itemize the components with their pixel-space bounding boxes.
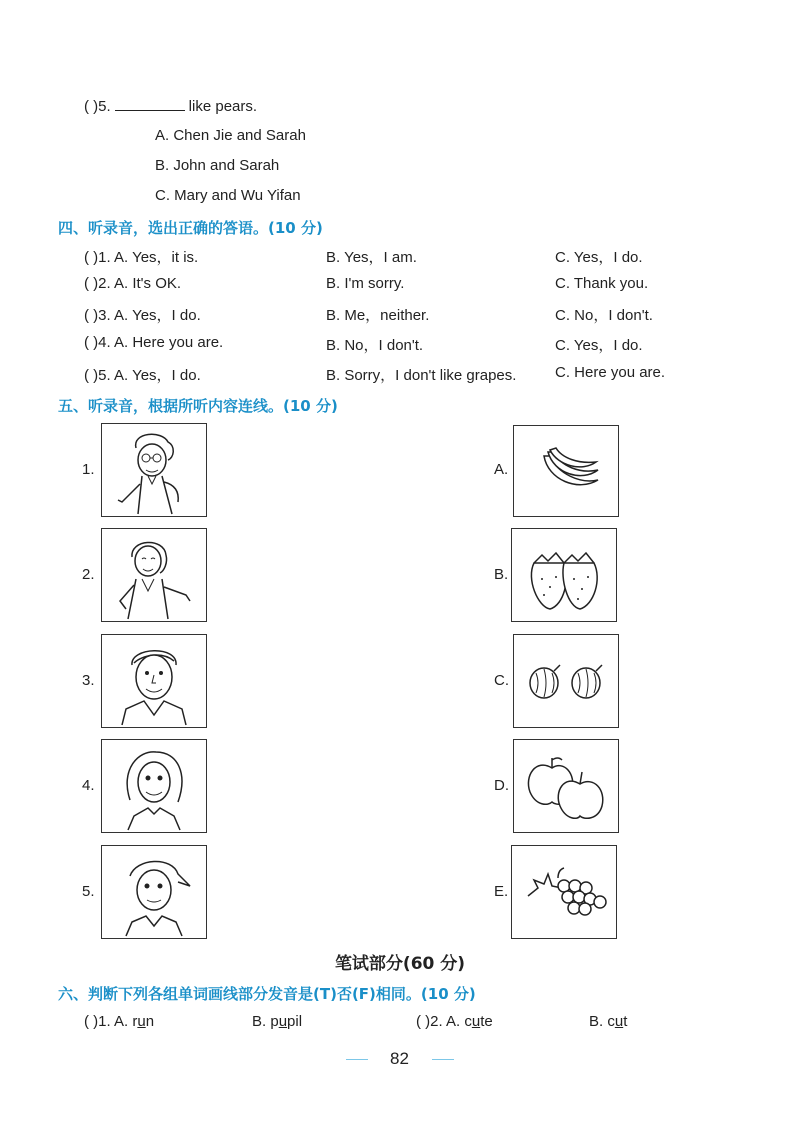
match-left-label-3: 3. — [82, 672, 95, 689]
match-left-label-2: 2. — [82, 566, 95, 583]
s6-q2-b-pre: B. c — [589, 1013, 615, 1030]
s4-q2-b: B. I'm sorry. — [326, 275, 405, 292]
footer-line-right — [432, 1059, 454, 1060]
written-part-title: 笔试部分(60 分) — [334, 954, 466, 974]
s4-q1-b: B. Yes，I am. — [326, 249, 417, 266]
bananas-icon — [514, 426, 618, 516]
footer-line-left — [346, 1059, 368, 1060]
s4-q3-a: ( )3. A. Yes，I do. — [84, 307, 201, 324]
watermelons-icon — [514, 635, 618, 727]
s4-q4-a: ( )4. A. Here you are. — [84, 334, 224, 351]
section4-title: 四、听录音，选出正确的答语。(10 分) — [58, 219, 323, 237]
q5-stem — [84, 96, 257, 115]
apples-picture[interactable] — [513, 739, 619, 833]
grandpa-icon — [102, 424, 206, 516]
s6-q1-b — [252, 1013, 302, 1030]
boy-icon — [102, 846, 206, 938]
s4-q4-b: B. No，I don't. — [326, 337, 424, 354]
q5-option-c: C. Mary and Wu Yifan — [155, 187, 301, 204]
father-icon — [102, 635, 206, 727]
grandma-picture[interactable] — [101, 528, 207, 622]
father-picture[interactable] — [101, 634, 207, 728]
s6-q2-b-post: t — [623, 1013, 628, 1030]
s4-q5-a: ( )5. A. Yes，I do. — [84, 367, 201, 384]
s6-q1-a-underlined: u — [137, 1013, 146, 1030]
s6-q2-b-underlined: u — [614, 1013, 624, 1030]
s6-q1-number: ( )1. A. — [84, 1013, 133, 1030]
s4-q2-c: C. Thank you. — [555, 275, 649, 292]
s6-q2-a-pre: c — [464, 1013, 472, 1030]
match-right-label-d: D. — [494, 777, 509, 794]
q5-suffix: like pears. — [188, 98, 258, 115]
match-right-label-a: A. — [494, 461, 509, 478]
grandpa-picture[interactable] — [101, 423, 207, 517]
s4-q5-c: C. Here you are. — [555, 364, 666, 381]
s6-q2-a-underlined: u — [471, 1013, 481, 1030]
s4-q1-a: ( )1. A. Yes，it is. — [84, 249, 199, 266]
mother-icon — [102, 740, 206, 832]
s6-q2-a-post: te — [480, 1013, 493, 1030]
s6-q1-b-post: pil — [287, 1013, 303, 1030]
page-number: 82 — [390, 1049, 409, 1068]
strawberries-icon — [512, 529, 616, 621]
s4-q3-c: C. No，I don't. — [555, 307, 653, 324]
match-right-label-c: C. — [494, 672, 509, 689]
s4-q4-c: C. Yes，I do. — [555, 337, 643, 354]
section5-title: 五、听录音，根据所听内容连线。(10 分) — [58, 397, 338, 415]
q5-answer-blank[interactable] — [115, 96, 185, 111]
q5-number: ( )5. — [84, 98, 111, 115]
grapes-icon — [512, 846, 616, 938]
s4-q1-c: C. Yes，I do. — [555, 249, 643, 266]
q5-option-a: A. Chen Jie and Sarah — [155, 127, 306, 144]
q5-option-b: B. John and Sarah — [155, 157, 280, 174]
match-left-label-1: 1. — [82, 461, 95, 478]
s6-q2-number: ( )2. A. — [416, 1013, 465, 1030]
s6-q2 — [416, 1013, 493, 1030]
s6-q1-a-post: n — [145, 1013, 155, 1030]
match-left-label-5: 5. — [82, 883, 95, 900]
match-right-label-b: B. — [494, 566, 509, 583]
s4-q5-b: B. Sorry，I don't like grapes. — [326, 367, 517, 384]
grapes-picture[interactable] — [511, 845, 617, 939]
section6-title: 六、判断下列各组单词画线部分发音是(T)否(F)相同。(10 分) — [58, 985, 476, 1003]
match-left-label-4: 4. — [82, 777, 95, 794]
apples-icon — [514, 740, 618, 832]
strawberries-picture[interactable] — [511, 528, 617, 622]
s6-q2-b — [589, 1013, 627, 1030]
s6-q1-b-pre: B. p — [252, 1013, 279, 1030]
s4-q3-b: B. Me，neither. — [326, 307, 430, 324]
bananas-picture[interactable] — [513, 425, 619, 517]
s6-q1 — [84, 1013, 154, 1030]
boy-picture[interactable] — [101, 845, 207, 939]
s6-q1-b-underlined: u — [278, 1013, 288, 1030]
s4-q2-a: ( )2. A. It's OK. — [84, 275, 182, 292]
match-right-label-e: E. — [494, 883, 509, 900]
grandma-icon — [102, 529, 206, 621]
s6-q1-a-pre: r — [132, 1013, 138, 1030]
watermelons-picture[interactable] — [513, 634, 619, 728]
mother-picture[interactable] — [101, 739, 207, 833]
